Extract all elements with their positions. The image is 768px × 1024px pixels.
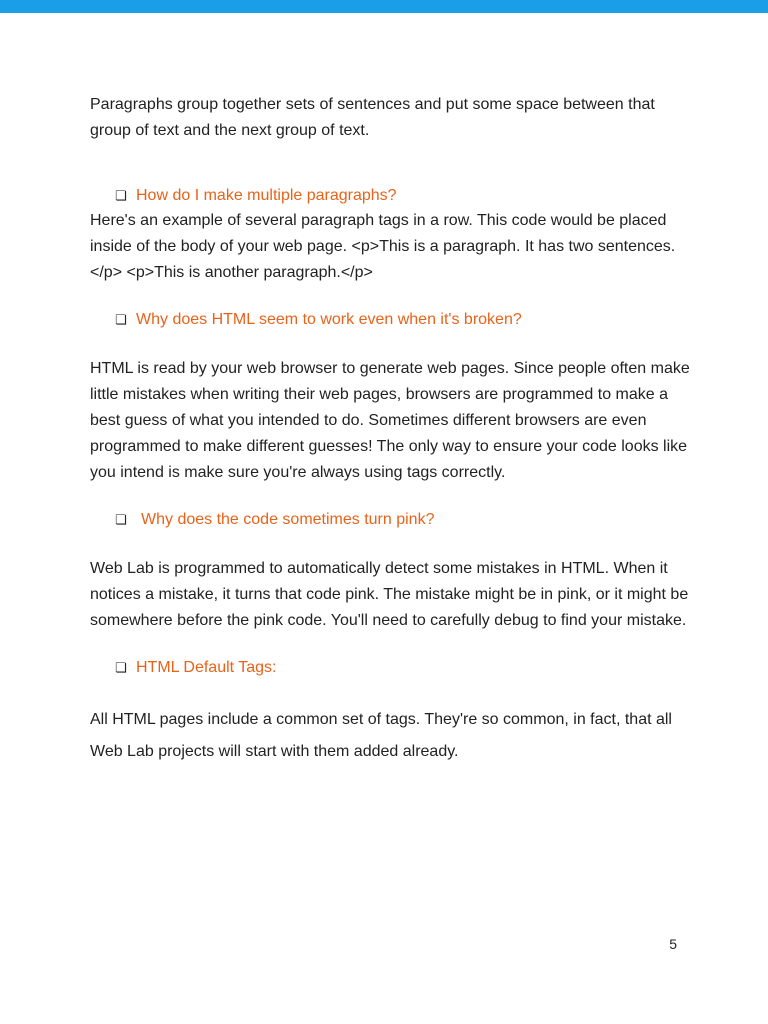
question-multiple-paragraphs <box>115 184 690 208</box>
question-code-pink <box>115 508 690 532</box>
question-html-broken <box>115 308 690 332</box>
answer-code-pink: Web Lab is programmed to automatically detect some mistakes in HTML. When it notices a mistake, it turns that code pink. The mistake might be in pink, or it might be somewhere before the pink code. You'll need to carefully debug to find your mistake. <box>90 560 689 629</box>
answer-multiple-paragraphs: Here's an example of several paragraph tags in a row. This code would be placed inside of the body of your web page. <p>This is a paragraph. It has two sentences.</p> <p>This is another paragraph.</p> <box>90 212 676 281</box>
checkbox-icon: ❏ <box>115 660 127 675</box>
answer-default-tags: All HTML pages include a common set of tags. They're so common, in fact, that all Web Lab projects will start with them added already. <box>90 711 672 760</box>
question-default-tags <box>115 656 690 680</box>
page-number: 5 <box>669 936 677 952</box>
checkbox-icon: ❏ <box>115 188 127 203</box>
checkbox-icon: ❏ <box>115 512 127 527</box>
intro-paragraph: Paragraphs group together sets of sentences and put some space between that group of text and the next group of text. <box>90 96 655 139</box>
document-body <box>90 92 690 768</box>
checkbox-icon: ❏ <box>115 312 127 327</box>
question-text: Why does the code sometimes turn pink? <box>141 511 435 528</box>
question-text: HTML Default Tags: <box>136 659 277 676</box>
top-accent-bar <box>0 0 768 13</box>
question-text: Why does HTML seem to work even when it's broken? <box>136 311 522 328</box>
question-text: How do I make multiple paragraphs? <box>136 187 397 204</box>
answer-html-broken: HTML is read by your web browser to generate web pages. Since people often make little mistakes when writing their web pages, browsers are programmed to make a best guess of what you intended to do. Sometimes different browsers are even programmed to make different guesses! The only way to ensure your code looks like you intend is make sure you're always using tags correctly. <box>90 360 690 481</box>
